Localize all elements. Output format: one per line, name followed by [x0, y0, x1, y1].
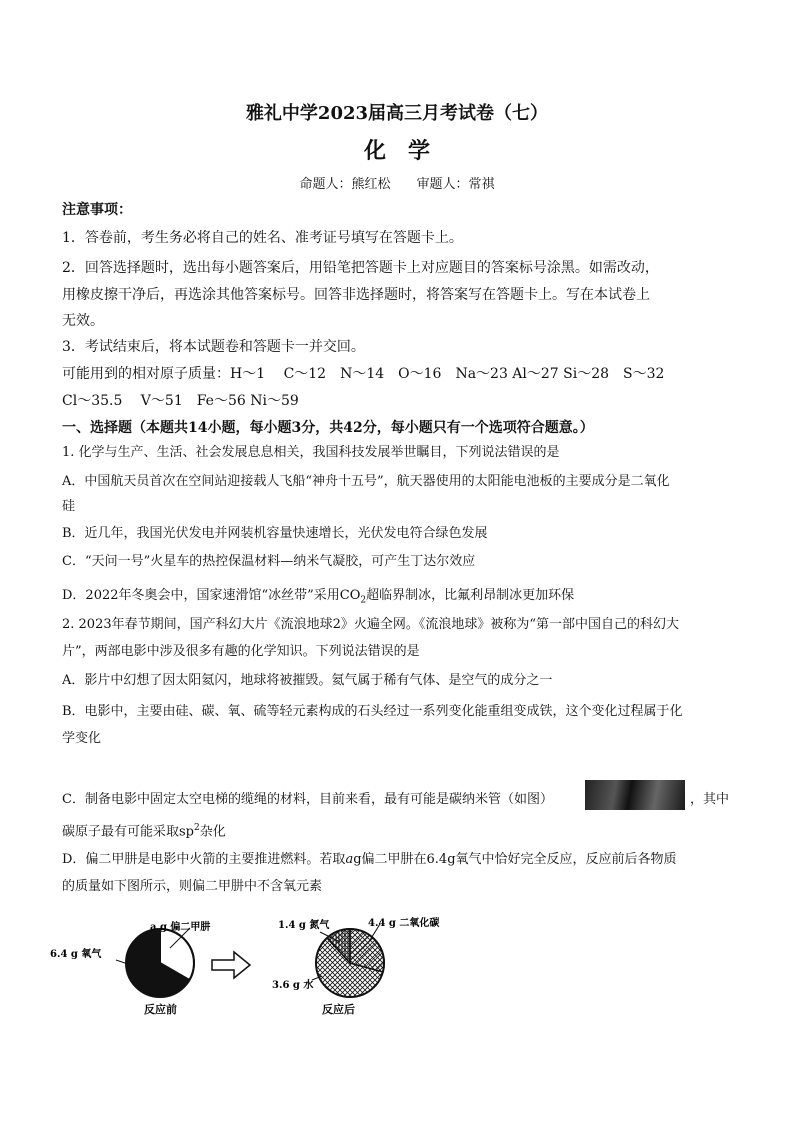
before-pie [126, 929, 194, 997]
q2-option-d: D．偏二甲肼是电影中火箭的主要推进燃料。若取ag偏二甲肼在6.4g氧气中恰好完全反应，反应前后各物质 [62, 852, 677, 867]
q1-option-d: D．2022年冬奥会中，国家速滑馆“冰丝带”采用$CO_2$超临界制冰，比氟利昂制冰更加环保 [62, 588, 575, 606]
after-pie [316, 929, 384, 997]
q2-option-c-tail: ，其中 [690, 792, 730, 807]
q2-stem: 2. 2023年春节期间，国产科幻大片《流浪地球2》火遍全网。《流浪地球》被称为“第一部中国自己的科幻大 [62, 617, 680, 632]
authors: 命题人：熊红松 审题人：常祺 [299, 177, 495, 192]
q2-option-c-cont: 碳原子最有可能采取$sp^2$杂化 [62, 823, 226, 840]
reaction-diagram [50, 900, 440, 1020]
water-label: 3.6 g 水 [272, 980, 314, 991]
fuel-label: a g 偏二甲肼 [150, 922, 211, 933]
notice-item: 1．答卷前，考生务必将自己的姓名、准考证号填写在答题卡上。 [62, 230, 463, 246]
oxygen-label: 6.4 g 氧气 [50, 949, 102, 960]
after-label: 反应后 [322, 1003, 355, 1016]
before-label: 反应前 [144, 1003, 177, 1016]
arrow-icon [212, 952, 250, 978]
nitrogen-label: 1.4 g 氮气 [278, 920, 330, 931]
exam-title: 雅礼中学2023届高三月考试卷（七） [245, 103, 549, 124]
atomic-masses: Cl～35.5 V～51 Fe～56 Ni～59 [62, 393, 299, 409]
notice-item: 用橡皮擦干净后，再选涂其他答案标号。回答非选择题时，将答案写在答题卡上。写在本试卷上 [62, 287, 650, 303]
q1-stem: 1. 化学与生产、生活、社会发展息息相关，我国科技发展举世瞩目，下列说法错误的是 [62, 445, 560, 460]
subject-title: 化 学 [363, 138, 430, 164]
q2-option-b-cont: 学变化 [62, 731, 102, 746]
q1-option-a: A．中国航天员首次在空间站迎接载人飞船“神舟十五号”，航天器使用的太阳能电池板的主要成分是二氧化 [62, 474, 670, 489]
q1-option-c: C．“天问一号”火星车的热控保温材料—纳米气凝胶，可产生丁达尔效应 [62, 554, 476, 569]
section-heading: 一、选择题（本题共14小题，每小题3分，共42分，每小题只有一个选项符合题意。） [62, 420, 594, 436]
carbon-nanotube-image [585, 780, 685, 810]
q2-stem-cont: 片”，两部电影中涉及很多有趣的化学知识。下列说法错误的是 [62, 644, 420, 659]
q2-option-c: C．制备电影中固定太空电梯的缆绳的材料，目前来看，最有可能是碳纳米管（如图） [62, 792, 553, 807]
notice-item: 无效。 [62, 313, 104, 329]
q1-option-a-cont: 硅 [62, 499, 76, 514]
q2-option-b: B．电影中，主要由硅、碳、氧、硫等轻元素构成的石头经过一系列变化能重组变成铁，这个变化过程属于化 [62, 704, 683, 719]
notice-item: 3．考试结束后，将本试题卷和答题卡一并交回。 [62, 339, 365, 355]
q1-option-b: B．近几年，我国光伏发电并网装机容量快速增长，光伏发电符合绿色发展 [62, 526, 488, 541]
co2-label: 4.4 g 二氧化碳 [368, 918, 440, 929]
q2-option-d-cont: 的质量如下图所示，则偏二甲肼中不含氧元素 [62, 879, 323, 894]
atomic-masses: 可能用到的相对原子质量：H～1 C～12 N～14 O～16 Na～23 Al～27 Si～28 S～32 [62, 366, 665, 382]
q2-option-a: A．影片中幻想了因太阳氦闪，地球将被摧毁。氦气属于稀有气体、是空气的成分之一 [62, 673, 553, 688]
notice-heading: 注意事项： [62, 202, 132, 218]
notice-item: 2．回答选择题时，选出每小题答案后，用铅笔把答题卡上对应题目的答案标号涂黑。如需改动， [62, 260, 659, 276]
